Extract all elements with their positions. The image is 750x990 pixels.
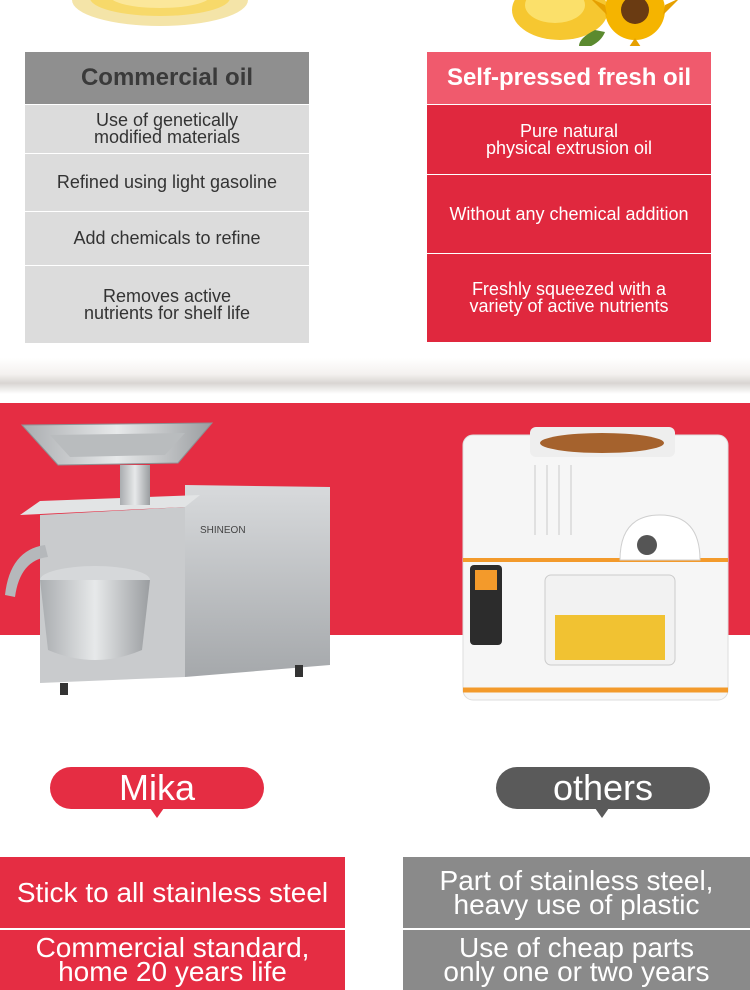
commercial-row-nutrients: Removes active nutrients for shelf life [25,265,309,343]
fresh-oil-header: Self-pressed fresh oil [427,52,711,104]
stainless-oil-press-machine-image [0,415,340,715]
others-label-pointer [595,808,609,818]
commercial-row-gasoline: Refined using light gasoline [25,153,309,211]
others-feature-plastic: Part of stainless steel, heavy use of plastic [403,857,750,928]
mika-feature-stainless: Stick to all stainless steel [0,857,345,928]
commercial-oil-header: Commercial oil [25,52,309,104]
plastic-oil-press-machine-image [455,425,730,715]
commercial-row-gmo: Use of genetically modified materials [25,104,309,153]
section-divider-shadow [0,358,750,394]
sunflower-oil-image [500,0,700,46]
fresh-row-natural: Pure natural physical extrusion oil [427,104,711,174]
commercial-row-chemicals: Add chemicals to refine [25,211,309,265]
others-feature-cheap-parts: Use of cheap parts only one or two years [403,930,750,990]
fresh-oil-table [427,52,711,342]
machine-brand-label: SHINEON [200,525,246,536]
mika-label-pointer [150,808,164,818]
fresh-row-nutrients: Freshly squeezed with a variety of active nutrients [427,253,711,342]
vegetable-oil-bowl-image [70,0,250,28]
mika-label: Mika [50,767,264,809]
others-label: others [496,767,710,809]
fresh-row-no-chemicals: Without any chemical addition [427,174,711,253]
mika-feature-lifetime: Commercial standard, home 20 years life [0,930,345,990]
commercial-oil-table [25,52,309,343]
